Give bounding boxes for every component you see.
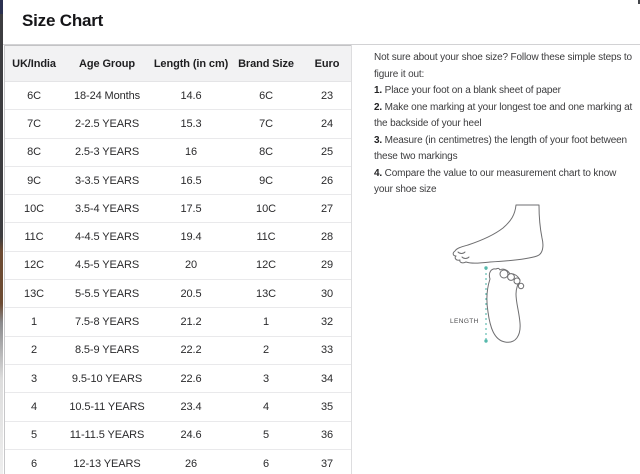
- table-row: [5, 393, 352, 421]
- table-cell: 2-2.5 YEARS: [63, 110, 151, 138]
- table-row: [5, 138, 352, 166]
- table-cell: 34: [301, 364, 352, 392]
- table-cell: 13C: [231, 280, 301, 308]
- table-cell: 12C: [5, 251, 63, 279]
- table-cell: 3.5-4 YEARS: [63, 195, 151, 223]
- table-cell: 4-4.5 YEARS: [63, 223, 151, 251]
- measurement-guide: [374, 50, 636, 199]
- table-cell: 10C: [5, 195, 63, 223]
- table-cell: 24: [301, 110, 352, 138]
- table-cell: 37: [301, 449, 352, 474]
- table-cell: 8C: [231, 138, 301, 166]
- table-row: [5, 280, 352, 308]
- table-cell: 1: [5, 308, 63, 336]
- table-row: [5, 223, 352, 251]
- background-page-edge: [0, 0, 3, 474]
- table-cell: 2: [5, 336, 63, 364]
- table-cell: 13C: [5, 280, 63, 308]
- size-chart-table-container: [4, 45, 352, 474]
- guide-steps: [374, 83, 636, 199]
- table-cell: 18-24 Months: [63, 82, 151, 110]
- table-cell: 12C: [231, 251, 301, 279]
- table-row: [5, 449, 352, 474]
- table-row: [5, 195, 352, 223]
- table-cell: 6: [5, 449, 63, 474]
- table-cell: 19.4: [151, 223, 231, 251]
- column-header: Length (in cm): [151, 46, 231, 82]
- table-cell: 7.5-8 YEARS: [63, 308, 151, 336]
- table-cell: 2: [231, 336, 301, 364]
- foot-measurement-diagram: [430, 190, 635, 355]
- table-cell: 32: [301, 308, 352, 336]
- size-table-body: [5, 82, 352, 474]
- table-cell: 22.6: [151, 364, 231, 392]
- column-header: Brand Size: [231, 46, 301, 82]
- table-cell: 7C: [5, 110, 63, 138]
- table-row: [5, 82, 352, 110]
- foot-side-view-icon: [453, 205, 543, 263]
- table-cell: 8.5-9 YEARS: [63, 336, 151, 364]
- table-cell: 29: [301, 251, 352, 279]
- table-cell: 15.3: [151, 110, 231, 138]
- table-cell: 36: [301, 421, 352, 449]
- guide-step: 1. Place your foot on a blank sheet of paper: [374, 85, 561, 96]
- table-cell: 9C: [5, 166, 63, 194]
- table-row: [5, 166, 352, 194]
- table-cell: 11C: [5, 223, 63, 251]
- table-cell: 6: [231, 449, 301, 474]
- table-cell: 9C: [231, 166, 301, 194]
- table-cell: 6C: [231, 82, 301, 110]
- table-cell: 3-3.5 YEARS: [63, 166, 151, 194]
- guide-step: 3. Measure (in centimetres) the length of your foot between these two markings: [374, 134, 627, 162]
- table-row: [5, 308, 352, 336]
- table-cell: 26: [301, 166, 352, 194]
- table-cell: 10.5-11 YEARS: [63, 393, 151, 421]
- table-row: [5, 110, 352, 138]
- table-cell: 5: [5, 421, 63, 449]
- column-header: Age Group: [63, 46, 151, 82]
- length-label: LENGTH: [450, 318, 479, 325]
- table-cell: 28: [301, 223, 352, 251]
- table-cell: 5-5.5 YEARS: [63, 280, 151, 308]
- guide-step: 4. Compare the value to our measurement chart to know your shoe size: [374, 167, 617, 195]
- table-cell: 26: [151, 449, 231, 474]
- size-chart-table: [5, 45, 352, 474]
- table-cell: 25: [301, 138, 352, 166]
- table-cell: 10C: [231, 195, 301, 223]
- table-cell: 3: [231, 364, 301, 392]
- table-cell: 20: [151, 251, 231, 279]
- table-cell: 5: [231, 421, 301, 449]
- table-cell: 23.4: [151, 393, 231, 421]
- table-cell: 6C: [5, 82, 63, 110]
- page-title: Size Chart: [22, 11, 104, 30]
- column-header: Euro: [301, 46, 352, 82]
- table-cell: 35: [301, 393, 352, 421]
- table-cell: 9.5-10 YEARS: [63, 364, 151, 392]
- table-cell: 33: [301, 336, 352, 364]
- table-cell: 2.5-3 YEARS: [63, 138, 151, 166]
- table-cell: 16: [151, 138, 231, 166]
- table-row: [5, 364, 352, 392]
- table-cell: 11C: [231, 223, 301, 251]
- table-cell: 27: [301, 195, 352, 223]
- table-cell: 12-13 YEARS: [63, 449, 151, 474]
- table-cell: 7C: [231, 110, 301, 138]
- table-cell: 1: [231, 308, 301, 336]
- table-header-row: [5, 46, 352, 82]
- table-cell: 8C: [5, 138, 63, 166]
- table-row: [5, 421, 352, 449]
- table-row: [5, 251, 352, 279]
- table-cell: 17.5: [151, 195, 231, 223]
- table-cell: 23: [301, 82, 352, 110]
- table-cell: 21.2: [151, 308, 231, 336]
- table-cell: 30: [301, 280, 352, 308]
- table-row: [5, 336, 352, 364]
- table-cell: 4: [5, 393, 63, 421]
- table-cell: 11-11.5 YEARS: [63, 421, 151, 449]
- table-cell: 14.6: [151, 82, 231, 110]
- table-cell: 4.5-5 YEARS: [63, 251, 151, 279]
- table-cell: 16.5: [151, 166, 231, 194]
- footprint-icon: [487, 268, 524, 342]
- guide-intro: Not sure about your shoe size? Follow these simple steps to figure it out:: [374, 52, 632, 80]
- guide-step: 2. Make one marking at your longest toe and one marking at the backside of your heel: [374, 101, 633, 129]
- table-cell: 22.2: [151, 336, 231, 364]
- table-cell: 3: [5, 364, 63, 392]
- table-cell: 20.5: [151, 280, 231, 308]
- table-cell: 4: [231, 393, 301, 421]
- column-header: UK/India: [5, 46, 63, 82]
- table-cell: 24.6: [151, 421, 231, 449]
